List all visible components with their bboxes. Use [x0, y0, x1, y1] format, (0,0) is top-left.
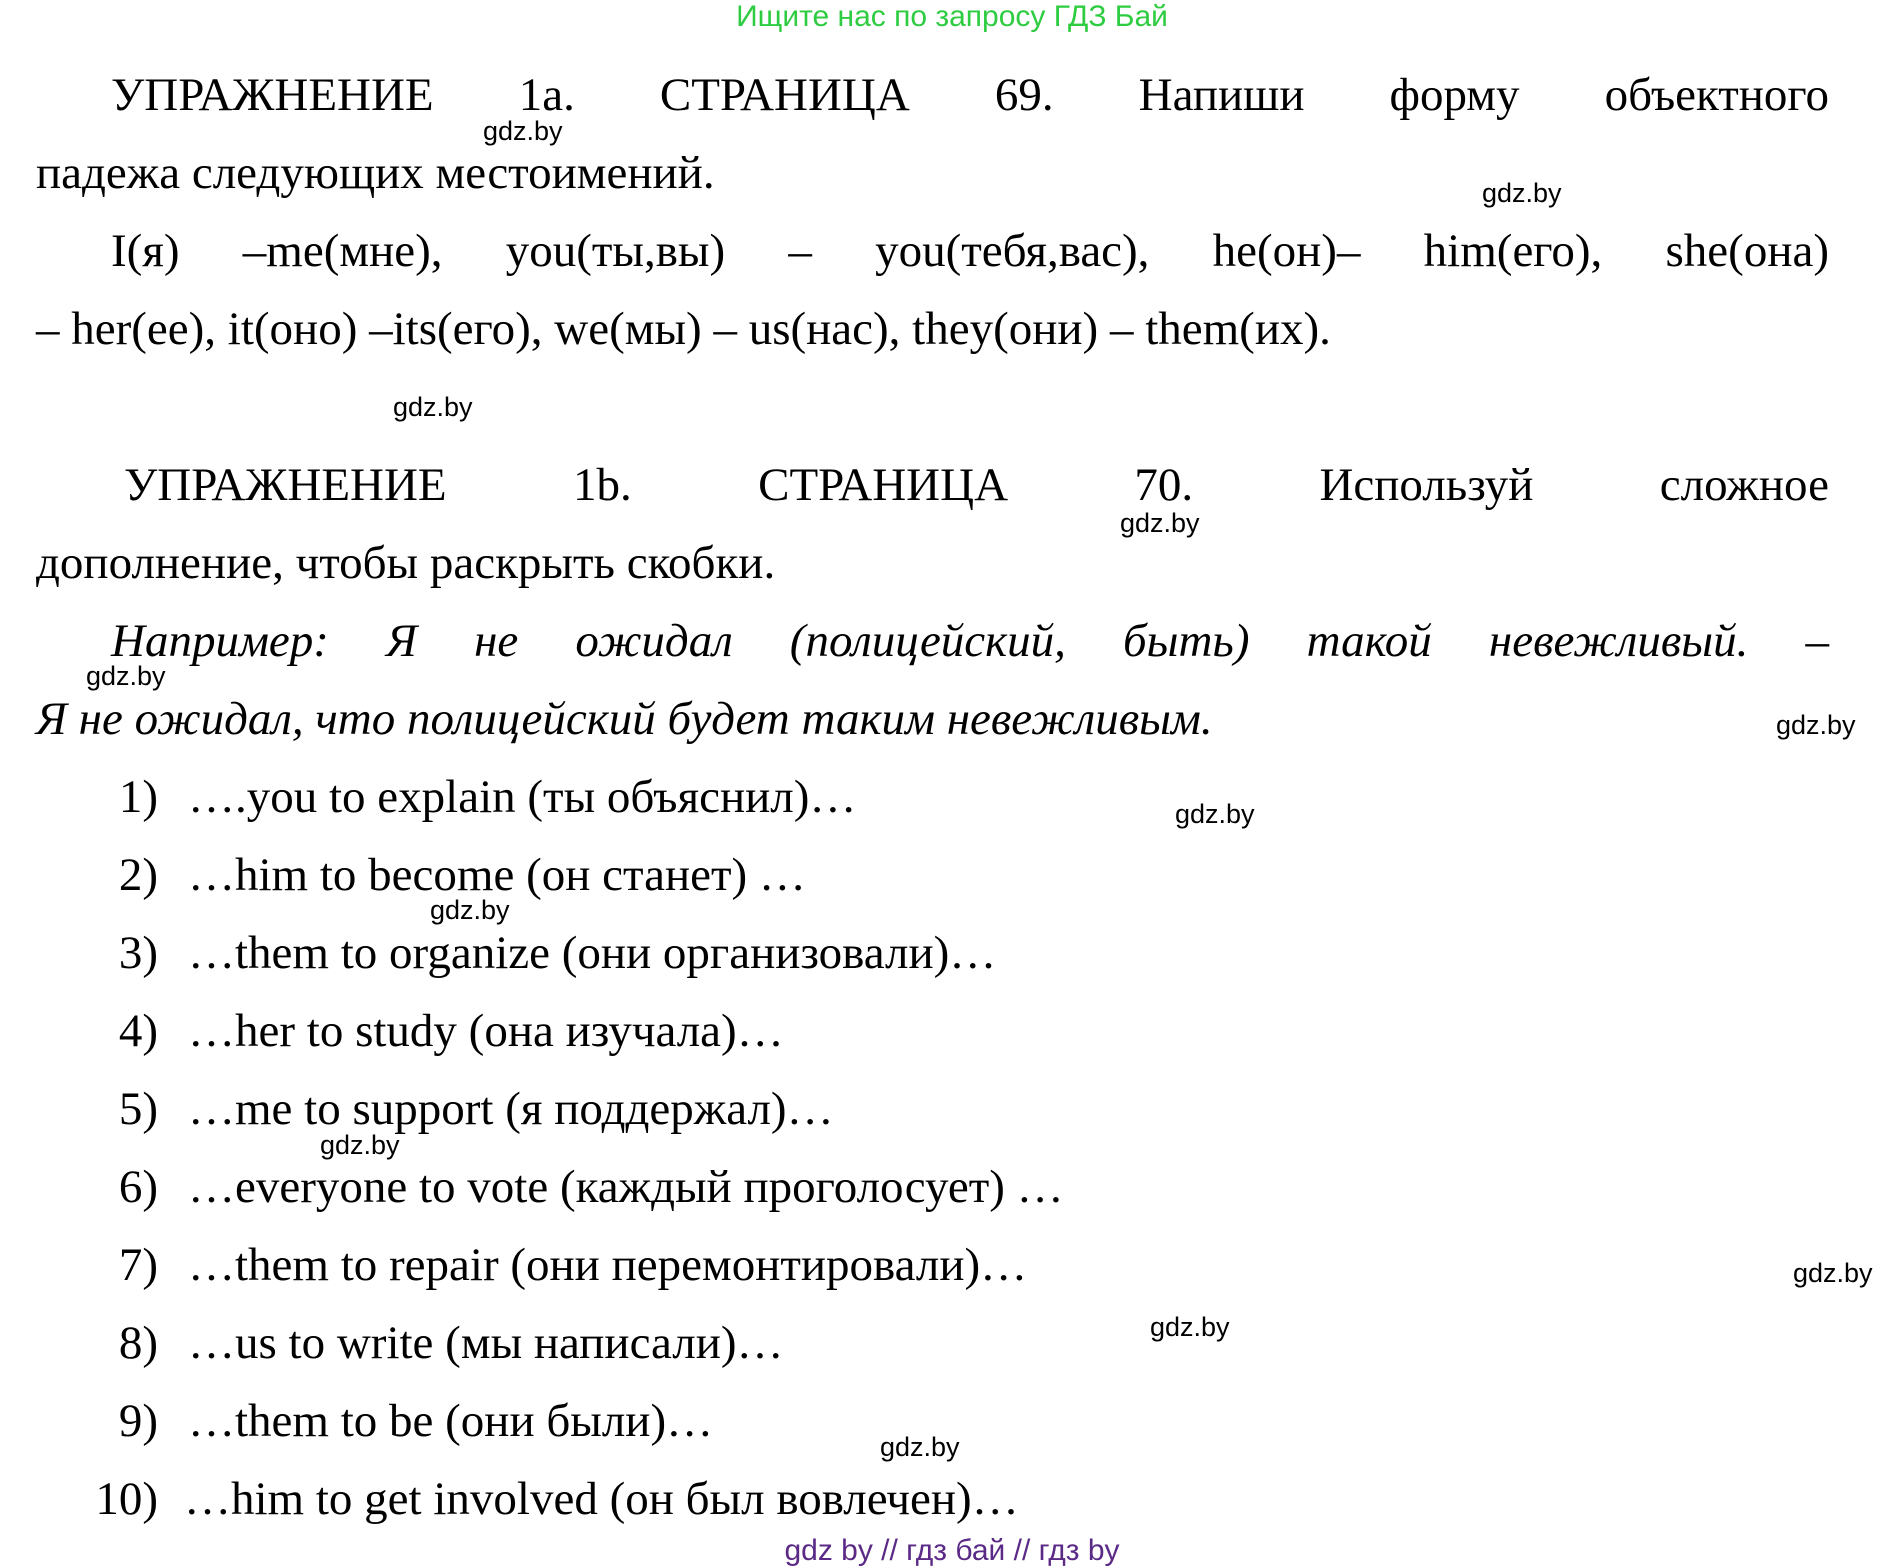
list-item: …them to repair (они перемонтировали)…	[188, 1239, 1028, 1291]
list-item-number: 10)	[95, 1473, 158, 1525]
list-item: …them to organize (они организовали)…	[188, 927, 997, 979]
exercise-1a-answer-line2: – her(ее), it(оно) –its(его), we(мы) – us(нас), they(они) – them(их).	[36, 303, 1331, 355]
list-item: …her to study (она изучала)…	[188, 1005, 784, 1057]
list-item-number: 8)	[118, 1317, 158, 1369]
list-item-number: 9)	[118, 1395, 158, 1447]
footer-links[interactable]: gdz by // гдз бай // гдз by	[784, 1534, 1120, 1567]
watermark: gdz.by	[86, 661, 166, 691]
watermark: gdz.by	[1793, 1258, 1873, 1288]
watermark: gdz.by	[880, 1432, 960, 1462]
exercise-1b-heading-line2: дополнение, чтобы раскрыть скобки.	[36, 537, 776, 589]
watermark: gdz.by	[1776, 710, 1856, 740]
top-banner[interactable]: Ищите нас по запросу ГДЗ Бай	[736, 0, 1168, 33]
list-item-number: 2)	[118, 849, 158, 901]
watermark: gdz.by	[1120, 508, 1200, 538]
list-item-number: 5)	[118, 1083, 158, 1135]
exercise-1a-heading-line2: падежа следующих местоимений.	[36, 147, 715, 199]
exercise-1a-answer-line1: I(я) –me(мне), you(ты,вы) – you(тебя,вас), he(он)– him(его), she(она)	[111, 225, 1829, 277]
list-item-number: 7)	[118, 1239, 158, 1291]
list-item: …me to support (я поддержал)…	[188, 1083, 834, 1135]
list-item-number: 3)	[118, 927, 158, 979]
watermark: gdz.by	[430, 895, 510, 925]
list-item: ….you to explain (ты объяснил)…	[188, 771, 857, 823]
list-item-number: 1)	[118, 771, 158, 823]
list-item: …everyone to vote (каждый проголосует) …	[188, 1161, 1064, 1213]
list-item-number: 4)	[118, 1005, 158, 1057]
watermark: gdz.by	[320, 1130, 400, 1160]
watermark: gdz.by	[1482, 178, 1562, 208]
watermark: gdz.by	[1175, 799, 1255, 829]
list-item: …him to become (он станет) …	[188, 849, 806, 901]
list-item: …him to get involved (он был вовлечен)…	[184, 1473, 1019, 1525]
exercise-1a-heading-line1: УПРАЖНЕНИЕ 1a. СТРАНИЦА 69. Напиши форму объектного	[111, 69, 1829, 121]
exercise-1b-heading-line1: УПРАЖНЕНИЕ 1b. СТРАНИЦА 70. Используй сложное	[124, 459, 1829, 511]
exercise-1b-example-line2: Я не ожидал, что полицейский будет таким невежливым.	[36, 693, 1213, 745]
watermark: gdz.by	[393, 392, 473, 422]
exercise-1b-example-line1: Например: Я не ожидал (полицейский, быть) такой невежливый. –	[111, 615, 1829, 667]
watermark: gdz.by	[1150, 1312, 1230, 1342]
list-item: …them to be (они были)…	[188, 1395, 714, 1447]
list-item-number: 6)	[118, 1161, 158, 1213]
list-item: …us to write (мы написали)…	[188, 1317, 784, 1369]
watermark: gdz.by	[483, 116, 563, 146]
